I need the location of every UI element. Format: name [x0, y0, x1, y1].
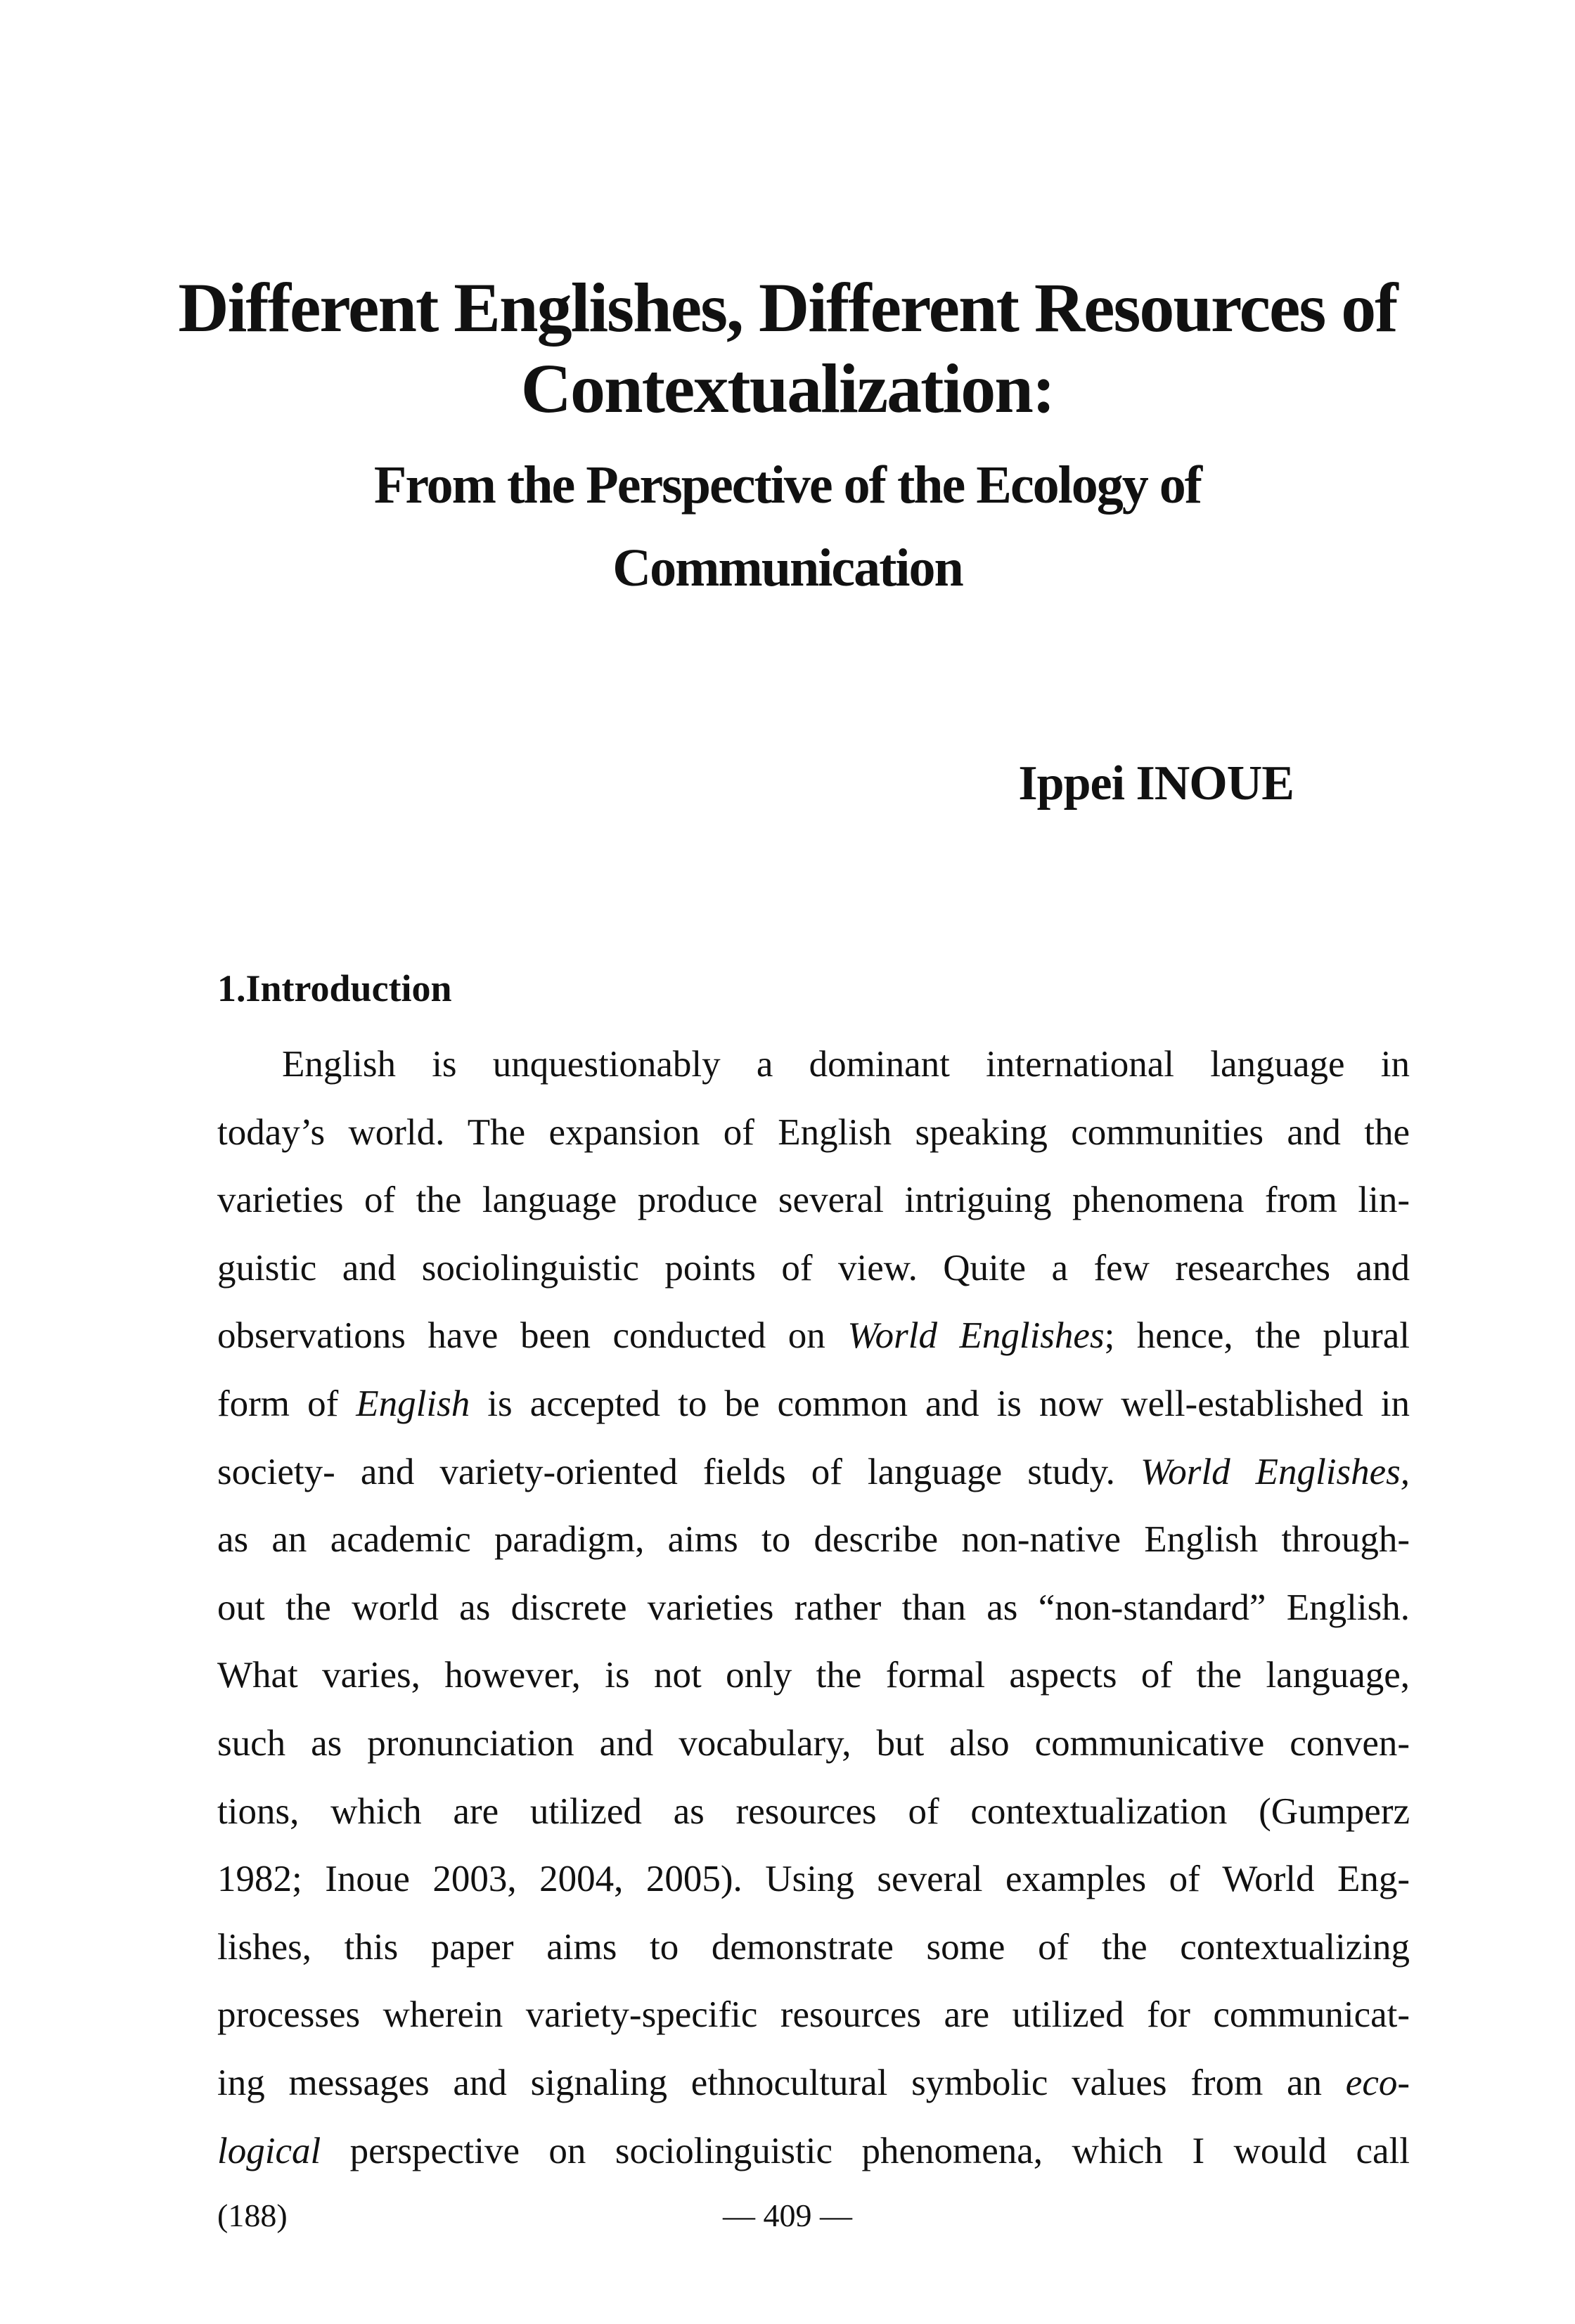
body-text [217, 1031, 1410, 2185]
text-segment: observations have been conducted on [217, 1315, 848, 1357]
text-segment: society- and variety-oriented fields of language study. [217, 1451, 1140, 1492]
body-line [217, 1778, 1410, 1846]
text-segment: as an academic paradigm, aims to describe non-native English through- [217, 1519, 1410, 1561]
text-segment: ing messages and signaling ethnocultural symbolic values from an [217, 2062, 1346, 2103]
body-line [217, 1506, 1410, 1574]
body-line [217, 1710, 1410, 1778]
text-segment: 1982; Inoue 2003, 2004, 2005). Using several examples of World Eng- [217, 1859, 1410, 1900]
text-segment: form of [217, 1383, 356, 1424]
text-segment: English is unquestionably a dominant international language in [282, 1044, 1410, 1085]
text-segment: perspective on sociolinguistic phenomena, which I would call [321, 2130, 1410, 2171]
italic-term: eco- [1345, 2062, 1410, 2103]
body-line [217, 1302, 1410, 1370]
body-line [217, 1574, 1410, 1642]
body-line [217, 2049, 1410, 2117]
text-segment: is accepted to be common and is now well-established in [470, 1383, 1410, 1424]
body-line [217, 1166, 1410, 1234]
body-line [217, 1370, 1410, 1438]
text-segment: ; hence, the plural [1104, 1315, 1410, 1357]
text-segment: processes wherein variety-specific resources are utilized for communicat- [217, 1994, 1410, 2036]
text-segment: out the world as discrete varieties rather than as “non-standard” English. [217, 1587, 1410, 1628]
title-line-1: Different Englishes, Different Resources of [178, 269, 1397, 347]
text-segment: guistic and sociolinguistic points of view. Quite a few researches and [217, 1247, 1410, 1289]
body-line [217, 2117, 1410, 2186]
body-line [217, 1438, 1410, 1506]
italic-term: English [356, 1383, 470, 1424]
body-line [217, 1845, 1410, 1913]
text-segment: today’s world. The expansion of English speaking communities and the [217, 1111, 1410, 1153]
text-segment: What varies, however, is not only the formal aspects of the language, [217, 1655, 1410, 1696]
text-segment: lishes, this paper aims to demonstrate some of the contextualizing [217, 1926, 1410, 1968]
body-line [217, 1234, 1410, 1303]
body-line [217, 1099, 1410, 1167]
body-line [217, 1981, 1410, 2049]
body-line [217, 1641, 1410, 1710]
text-segment: varieties of the language produce several intriguing phenomena from lin- [217, 1180, 1410, 1221]
subtitle-line-1: From the Perspective of the Ecology of [373, 456, 1202, 515]
text-segment: tions, which are utilized as resources of contextualization (Gumperz [217, 1790, 1410, 1832]
section-heading: 1.Introduction [217, 967, 452, 1009]
page-number: — 409 — [723, 2197, 852, 2233]
footer-original-page: (188) [217, 2197, 288, 2233]
italic-term: logical [217, 2130, 321, 2171]
subtitle-line-2: Communication [612, 538, 963, 598]
body-line [217, 1913, 1410, 1982]
italic-term: World Englishes [847, 1315, 1105, 1357]
italic-term: World Englishes, [1140, 1451, 1410, 1492]
author-name: Ippei INOUE [1018, 756, 1294, 811]
body-line [217, 1031, 1410, 1099]
text-segment: such as pronunciation and vocabulary, but also communicative conven- [217, 1722, 1410, 1764]
title-line-2: Contextualization: [520, 349, 1055, 427]
